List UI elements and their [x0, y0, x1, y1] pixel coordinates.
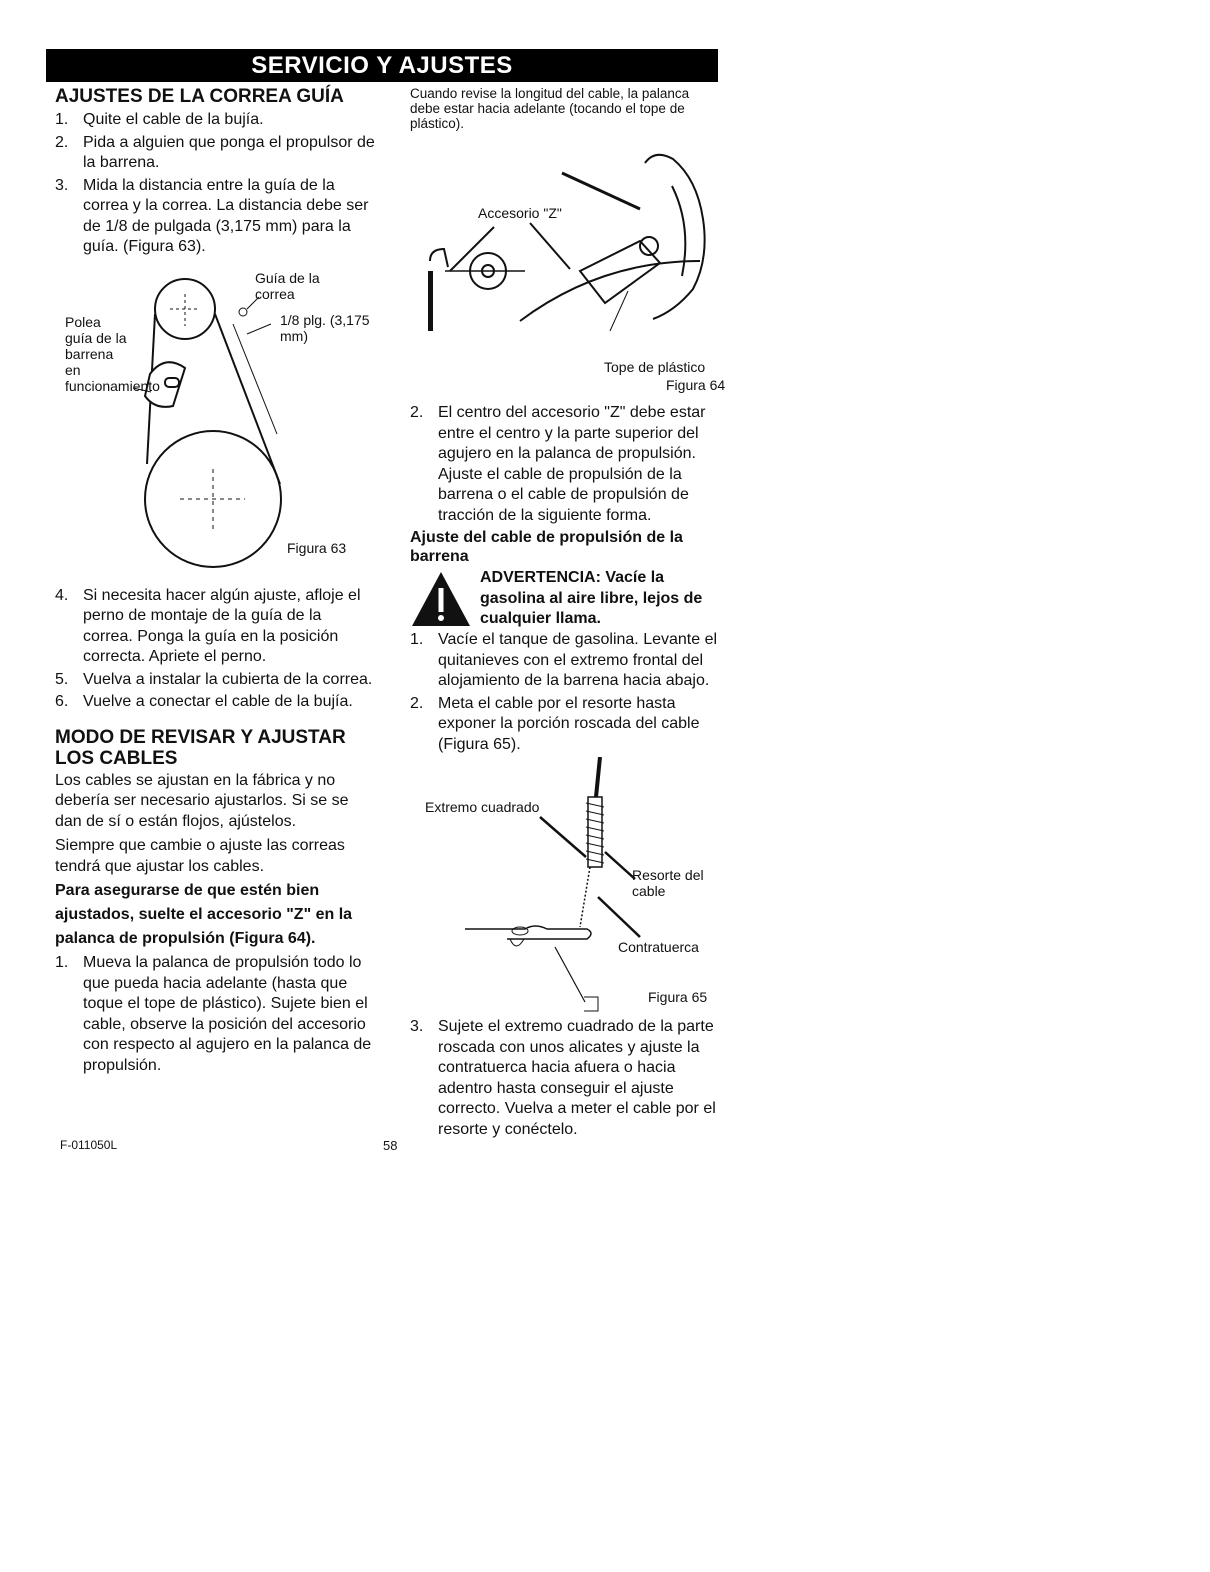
list-item	[55, 586, 375, 668]
cables-steps-list	[55, 953, 375, 1076]
label-pulley	[65, 313, 160, 394]
label-cable-spring-text: Resorte del cable	[632, 867, 704, 899]
figure-63-caption: Figura 63	[287, 539, 347, 556]
step-number: 4.	[55, 586, 69, 604]
belt-steps-list-2	[55, 586, 375, 713]
auger-cable-steps-list	[410, 630, 726, 755]
list-item	[55, 176, 375, 258]
label-pulley-text: Polea guía de la barrena en funcionamiento	[65, 313, 160, 394]
step-number: 3.	[55, 176, 69, 194]
list-item	[410, 694, 726, 756]
step-text: Vacíe el tanque de gasolina. Levante el quitanieves con el extremo frontal del alojamiento de la barrena hacia abajo.	[438, 631, 718, 689]
step-number: 1.	[410, 631, 424, 648]
figure-65	[410, 757, 726, 1017]
cables-intro: Los cables se ajustan en la fábrica y no debería ser necesario ajustarlos. Si se se dan de sí o están flojos, ajústelos.	[55, 771, 349, 830]
step-number: 6.	[55, 693, 69, 710]
section-banner: SERVICIO Y AJUSTES	[46, 49, 718, 82]
cables-bold-instruction: Para asegurarse de que estén bien ajustados, suelte el accesorio "Z" en la palanca de propulsión (Figura 64).	[55, 882, 353, 947]
step-number: 2.	[55, 133, 69, 151]
warning-triangle-icon	[410, 570, 472, 628]
cables-note: Siempre que cambie o ajuste las correas tendrá que ajustar los cables.	[55, 837, 345, 875]
step-text: Vuelve a conectar el cable de la bujía.	[83, 693, 353, 710]
label-gap-text: 1/8 plg. (3,175 mm)	[280, 311, 370, 344]
label-z-fitting: Accesorio "Z"	[478, 205, 562, 221]
step-number: 2.	[410, 404, 424, 421]
list-item	[410, 630, 726, 692]
step-number: 5.	[55, 670, 69, 688]
step-text: Si necesita hacer algún ajuste, afloje el perno de montaje de la guía de la correa. Ponga la guía en la posición correcta. Apriete el perno.	[83, 586, 361, 665]
z-fitting-illustration	[410, 131, 726, 343]
label-plastic-stop: Tope de plástico	[604, 359, 706, 375]
step-text: Pida a alguien que ponga el propulsor de la barrena.	[83, 133, 375, 171]
figure-64-caption: Figura 64	[666, 377, 726, 393]
step-text: Quite el cable de la bujía.	[83, 111, 264, 128]
label-gap	[280, 312, 370, 344]
locknut-steps-list	[410, 1017, 726, 1140]
label-square-end: Extremo cuadrado	[425, 799, 540, 815]
step-text: Mueva la palanca de propulsión todo lo que pueda hacia adelante (hasta que toque el tope de plástico). Sujete bien el cable, observe la posición del accesorio con respecto al agujero en la palanca de propulsión.	[83, 954, 372, 1074]
page-number: 58	[383, 1138, 398, 1153]
subheading-auger-cable: Ajuste del cable de propulsión de la barrena	[410, 529, 683, 565]
section-title-cables: MODO DE REVISAR Y AJUSTAR LOS CABLES	[55, 726, 346, 769]
step-number: 2.	[410, 694, 424, 712]
step-text: Mida la distancia entre la guía de la correa y la correa. La distancia debe ser de 1/8 de pulgada (3,175 mm) para la guía. (Figura 63).	[83, 176, 369, 255]
list-item	[410, 1017, 726, 1140]
figure-63	[55, 264, 375, 584]
warning-text: ADVERTENCIA: Vacíe la gasolina al aire libre, lejos de cualquier llama.	[480, 569, 703, 627]
step-number: 3.	[410, 1018, 424, 1035]
label-belt-guide	[255, 270, 335, 302]
figure-64-intro: Cuando revise la longitud del cable, la palanca debe estar hacia adelante (tocando el tope de plástico).	[410, 86, 690, 131]
list-item	[55, 953, 375, 1076]
list-item	[55, 692, 375, 713]
label-belt-guide-text: Guía de la correa	[255, 269, 320, 302]
figure-64	[410, 131, 726, 393]
step-number: 1.	[55, 954, 69, 971]
belt-steps-list	[55, 110, 375, 258]
step-text: Sujete el extremo cuadrado de la parte roscada con unos alicates y ajuste la contratuerca hacia afuera o hacia adentro hasta conseguir el ajuste correcto. Vuelva a meter el cable por el resorte y conéctelo.	[438, 1018, 716, 1138]
step-text: El centro del accesorio "Z" debe estar entre el centro y la parte superior del agujero en la palanca de propulsión. Ajuste el cable de propulsión de la barrena o el cable de propulsión de tracción de la siguiente forma.	[438, 404, 706, 524]
right-column	[410, 86, 726, 1142]
figure-65-caption: Figura 65	[648, 989, 708, 1005]
step-number: 1.	[55, 111, 69, 128]
left-column	[55, 86, 375, 1078]
list-item	[55, 670, 375, 691]
warning-block	[410, 568, 726, 630]
label-locknut: Contratuerca	[618, 939, 699, 955]
label-cable-spring	[632, 867, 712, 899]
list-item	[55, 110, 375, 131]
document-code: F-011050L	[60, 1138, 118, 1152]
step-text: Meta el cable por el resorte hasta exponer la porción roscada del cable (Figura 65).	[438, 694, 700, 753]
list-item	[55, 133, 375, 174]
section-title-belt-guide: AJUSTES DE LA CORREA GUÍA	[55, 86, 344, 107]
list-item	[410, 403, 726, 526]
step-text: Vuelva a instalar la cubierta de la correa.	[83, 670, 373, 688]
zfit-steps-list	[410, 403, 726, 526]
